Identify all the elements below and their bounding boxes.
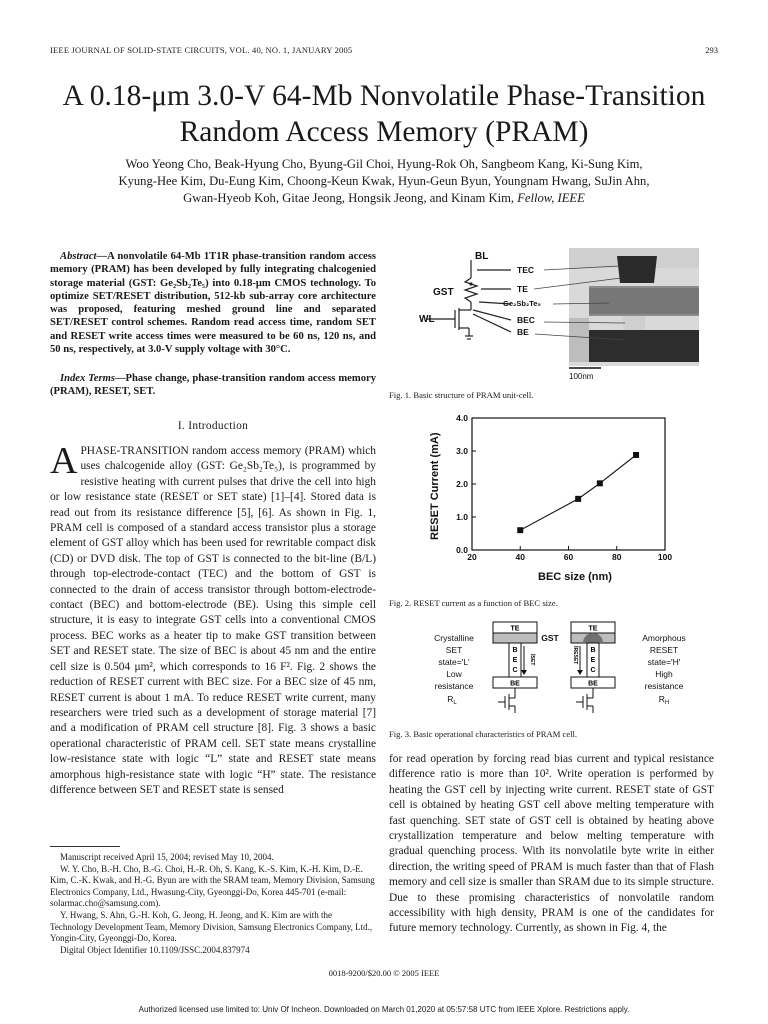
intro-paragraph [50,440,376,798]
figure-1 [389,248,714,380]
figure-3-caption: Fig. 3. Basic operational characteristics of PRAM cell. [389,729,578,739]
figure-2-caption: Fig. 2. RESET current as a function of BEC size. [389,598,558,608]
data-point [597,480,603,486]
iset-label: ISET [529,654,535,666]
footnote-affiliation-2: Y. Hwang, S. Ahn, G.-H. Koh, G. Jeong, H. Jeong, and K. Kim are with the Technology Development Team, Memory Division, Samsung Electronics Company, Ltd., Yongin-City, Gyeonggi-Do, Korea. [50,909,373,944]
reset-state-label: state='H' [647,657,681,667]
intro-text: PHASE-TRANSITION random access memory (PRAM) which uses chalcogenide alloy (GST: Ge₂Sb₂Te₅), is programmed by resistive heating with current pulses that drive the cell into high or low resistance state (RESET or SET state) [1]–[4]. Stored data is read out from its resistance difference [5], [6]. As shown in Fig. 1, PRAM cell is composed of a standard access transistor plus a storage element of GST alloy which has been used for rewritable compact disk (CD) or DVD disk. The top of GST is connected to the bit-line (B/L) through top-electrode-contact (TEC) and the bottom of GST is connected to the drain of access transistor through bottom-electrode-contact (BEC) and bottom-electrode (BE). Using this simple cell structure, it is easy to integrate GST cells into a conventional CMOS process. BEC works as a heater tip to make GST transition between SET and RESET state. The size of BEC is about 45 nm and the entire cell size is 0.504 μm², which corresponds to 16 F². Fig. 2 shows the reduction of RESET current with BEC size. For a BEC size of 45 nm, RESET current is about 1 mA. To reduce RESET write current, many researchers were tried such as a development of storage material [7] and a modification of PRAM cell structure [8]. Fig. 3 shows a basic operational characteristic of PRAM cell. SET state means crystalline low-resistance state with logic “L” state and RESET state means amorphous high-resistance state with logic “H” state. The resistance difference between SET and RESET state is sensed [50,445,376,796]
x-axis-label: BEC size (nm) [538,571,612,583]
right-column-text: for read operation by forcing read bias current and typical resistance difference ratio is more than 10². Write operation is performed by heating the GST cell by injecting write current. RESET state of GST cell is obtained by heating GST cell above melting temperature with fast quenching. SET state of GST cell is obtained by heating above crystallization temperature and below melting temperature with gradual quenching process. With its nonvolatile byte write in either direction, the writing speed of PRAM is much faster than that of Flash memory and cell size is smaller than SRAM due to its simple structure. Due to these promising characteristics of nonvolatile random accessibility with high density, PRAM is one of the candidates for future memory technology. Currently, as shown in Fig. 4, the [389,753,714,935]
rl-label: $R_L$ [447,694,457,706]
footnote-affiliation-1: W. Y. Cho, B.-H. Cho, B.-G. Choi, H.-R. Oh, S. Kang, K.-S. Kim, K.-H. Kim, D.-E. Kim, C.-K. Kwak, and H.-G. Byun are with the SRAM team, Memory Division, Samsung Electronics Company, Ltd., Hwasung-City, Gyeonggi-Do, Korea 445-701 (e-mail: solarmac.cho@samsung.com). [50,863,375,909]
svg-text:E: E [590,657,596,664]
index-terms-text: —Phase change, phase-transition random access memory (PRAM), RESET, SET. [50,373,376,398]
reset-label: RESET [649,645,679,655]
gst-center-label: GST [541,633,559,643]
section-heading: I. Introduction [177,420,249,432]
set-cell [493,622,537,713]
svg-text:C: C [512,667,518,674]
y-tick-label: 3.0 [456,446,468,456]
svg-text:C: C [590,667,596,674]
fellow-title: Fellow, IEEE [517,191,585,205]
high-resistance-label: resistance [644,681,684,691]
x-tick-label: 20 [467,552,477,562]
copyright-notice: 0018-9200/$20.00 © 2005 IEEE [328,968,440,978]
figure-1-caption: Fig. 1. Basic structure of PRAM unit-cell. [389,390,534,400]
drop-cap: A [50,440,78,482]
tem-image [569,248,699,366]
footnote-doi: Digital Object Identifier 10.1109/JSSC.2004.837974 [60,944,250,955]
journal-header: IEEE JOURNAL OF SOLID-STATE CIRCUITS, VOL. 40, NO. 1, JANUARY 2005 [50,45,353,55]
title-line-1: A 0.18-μm 3.0-V 64-Mb Nonvolatile Phase-Transition [62,80,706,112]
reset-cell [571,622,615,713]
x-tick-label: 100 [657,552,673,562]
x-tick-label: 40 [515,552,525,562]
title-line-2: Random Access Memory (PRAM) [179,116,589,148]
footnotes [50,852,376,956]
y-tick-label: 2.0 [456,479,468,489]
te-label: TE [517,284,528,294]
low-label: Low [446,669,462,679]
gst-material-label: Ge₂Sb₂Te₅ [503,299,541,308]
abstract-label: Abstract [60,251,97,262]
footnote-received: Manuscript received April 15, 2004; revised May 10, 2004. [60,852,274,862]
svg-text:B: B [512,647,518,654]
svg-text:BE: BE [588,680,598,688]
author-line-2: Kyung-Hee Kim, Du-Eung Kim, Choong-Keun Kwak, Hyun-Geun Byun, Youngnam Hwang, SuJin Ahn, [118,174,650,188]
set-label: SET [445,645,463,655]
bl-label: BL [475,251,489,262]
paper-title [0,78,768,150]
series-line [520,455,636,530]
high-label: High [655,669,673,679]
svg-text:BE: BE [510,680,520,688]
tec-label: TEC [517,265,534,275]
amorphous-label: Amorphous [642,633,686,643]
figure-2-chart [420,410,700,585]
x-tick-label: 60 [563,552,574,562]
x-tick-label: 80 [612,552,622,562]
abstract-text: —A nonvolatile 64-Mb 1T1R phase-transition random access memory (PRAM) has been developed by fully integrating chalcogenied storage material (GST: Ge₂Sb₂Te₅) into 0.18-μm CMOS technology. To optimize SET/RESET distribution, 512-kb sub-array core architecture was proposed, featuring meshed ground line and separated SET/RESET control schemes. Random read access time, random SET and RESET write access times were measured to be 60 ns, 120 ns, and 50 ns, respectively, at 3.0-V supply voltage with 30°C. [50,251,376,356]
y-tick-label: 1.0 [456,512,468,522]
figure-3 [420,620,710,715]
data-point [575,496,581,502]
data-point [633,452,639,458]
be-label: BE [517,327,529,337]
crystalline-label: Crystalline [434,633,474,643]
author-line-3-text: Gwan-Hyeob Koh, Gitae Jeong, Hongsik Jeong, and Kinam Kim, [183,191,515,205]
author-line-3 [60,190,708,207]
wl-label: WL [419,314,435,325]
figure-1-diagram [389,248,714,380]
author-line-1: Woo Yeong Cho, Beak-Hyung Cho, Byung-Gil Choi, Hyung-Rok Oh, Sangbeom Kang, Ki-Sung Kim, [125,157,643,171]
gst-label: GST [433,287,454,298]
data-point [517,527,523,533]
plot-frame [472,418,665,550]
y-tick-label: 0.0 [456,545,468,555]
footnote-rule [50,846,120,847]
set-state-label: state='L' [438,657,470,667]
svg-text:E: E [512,657,518,664]
author-list [60,156,708,207]
index-terms-label: Index Terms [60,373,115,384]
scale-label: 100nm [569,372,594,380]
page-number: 293 [705,45,718,55]
rh-label: $R_H$ [658,694,670,706]
svg-text:TE: TE [588,625,598,633]
abstract [50,250,376,356]
ireset-label: IRESET [572,646,578,665]
license-notice: Authorized licensed use limited to: Univ Of Incheon. Downloaded on March 01,2020 at 05:57:58 UTC from IEEE Xplore. Restrictions apply. [138,1005,630,1014]
y-tick-label: 4.0 [456,413,468,423]
bec-label: BEC [517,315,535,325]
index-terms [50,372,376,399]
node-dot [469,282,472,285]
reset-current-chart [420,410,700,585]
svg-text:B: B [590,647,596,654]
figure-3-diagram [420,620,710,715]
y-axis-label: RESET Current (mA) [429,432,441,540]
svg-text:TE: TE [510,625,520,633]
low-resistance-label: resistance [434,681,474,691]
